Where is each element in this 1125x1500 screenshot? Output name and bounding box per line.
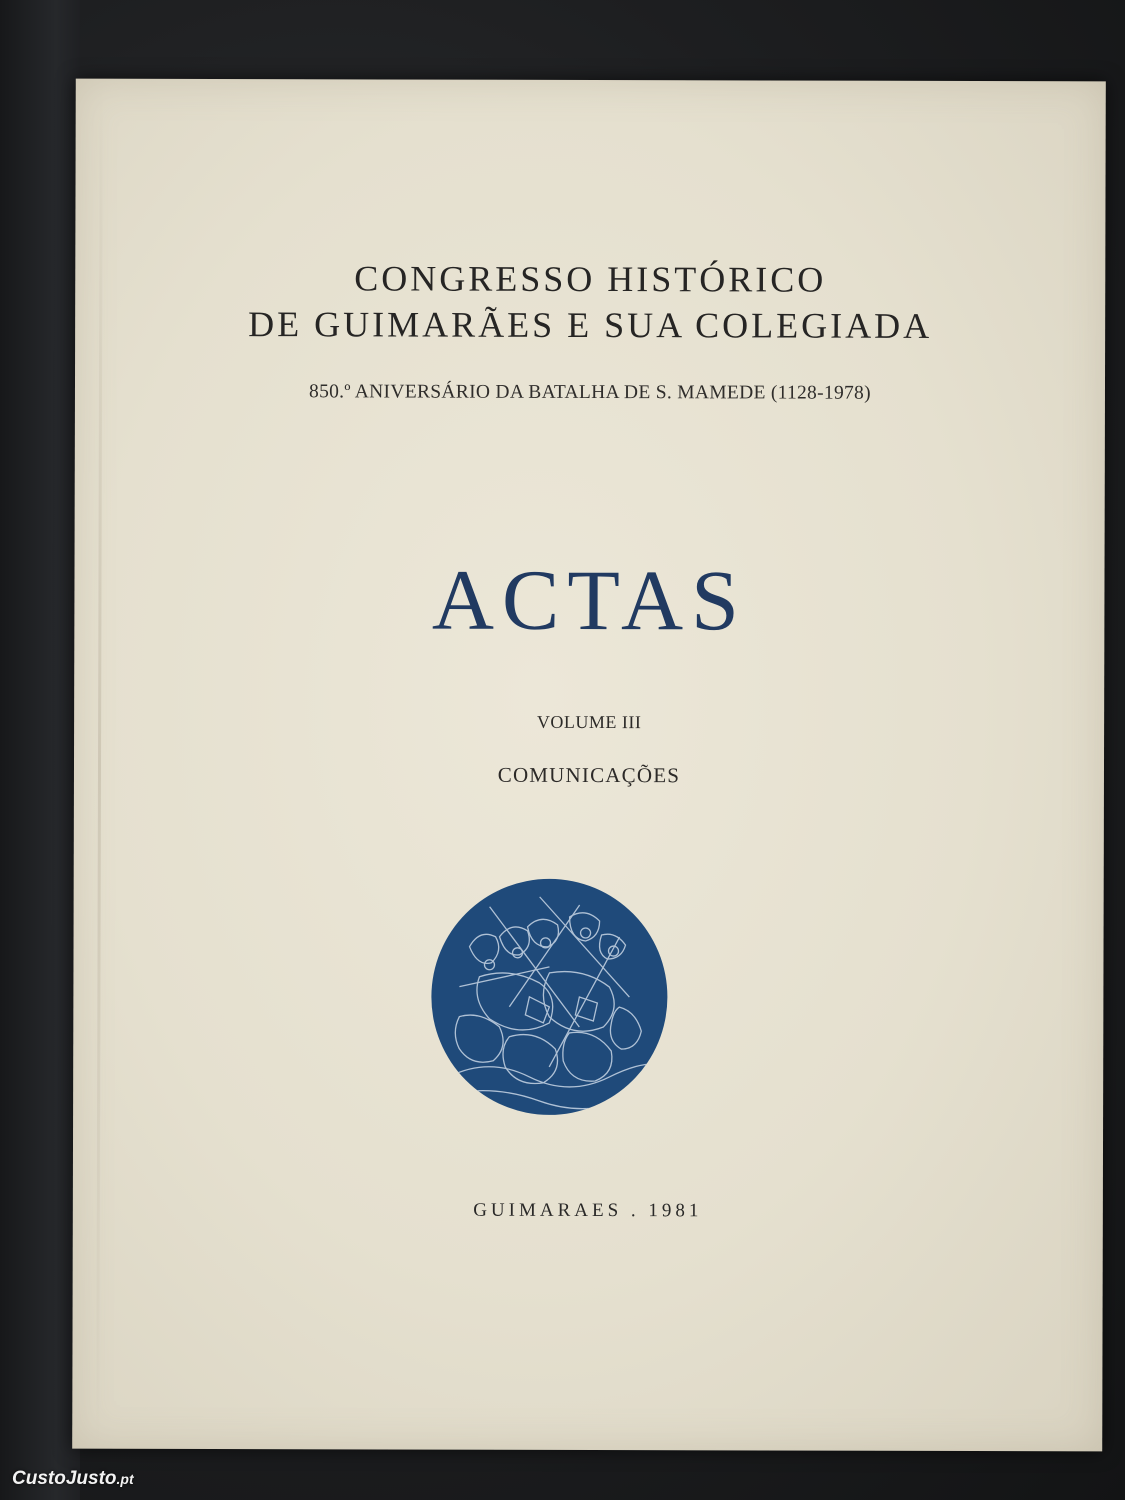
battle-scene-seal-icon [429, 877, 670, 1118]
site-watermark [12, 1468, 134, 1490]
place-and-year: GUIMARAES . 1981 [473, 1199, 703, 1222]
cover-title-line-1: CONGRESSO HISTÓRICO [354, 258, 827, 300]
book-cover [72, 79, 1106, 1452]
section-label: COMUNICAÇÕES [497, 762, 681, 788]
watermark-suffix: .pt [116, 1471, 134, 1487]
watermark-site: CustoJusto [12, 1468, 117, 1489]
dark-background [0, 0, 80, 1500]
cover-subtitle: 850.º ANIVERSÁRIO DA BATALHA DE S. MAMEDE (1128-1978) [309, 381, 871, 404]
cover-main-title: ACTAS [431, 551, 748, 649]
volume-label: VOLUME III [536, 711, 642, 733]
cover-title-line-2: DE GUIMARÃES E SUA COLEGIADA [248, 304, 933, 346]
